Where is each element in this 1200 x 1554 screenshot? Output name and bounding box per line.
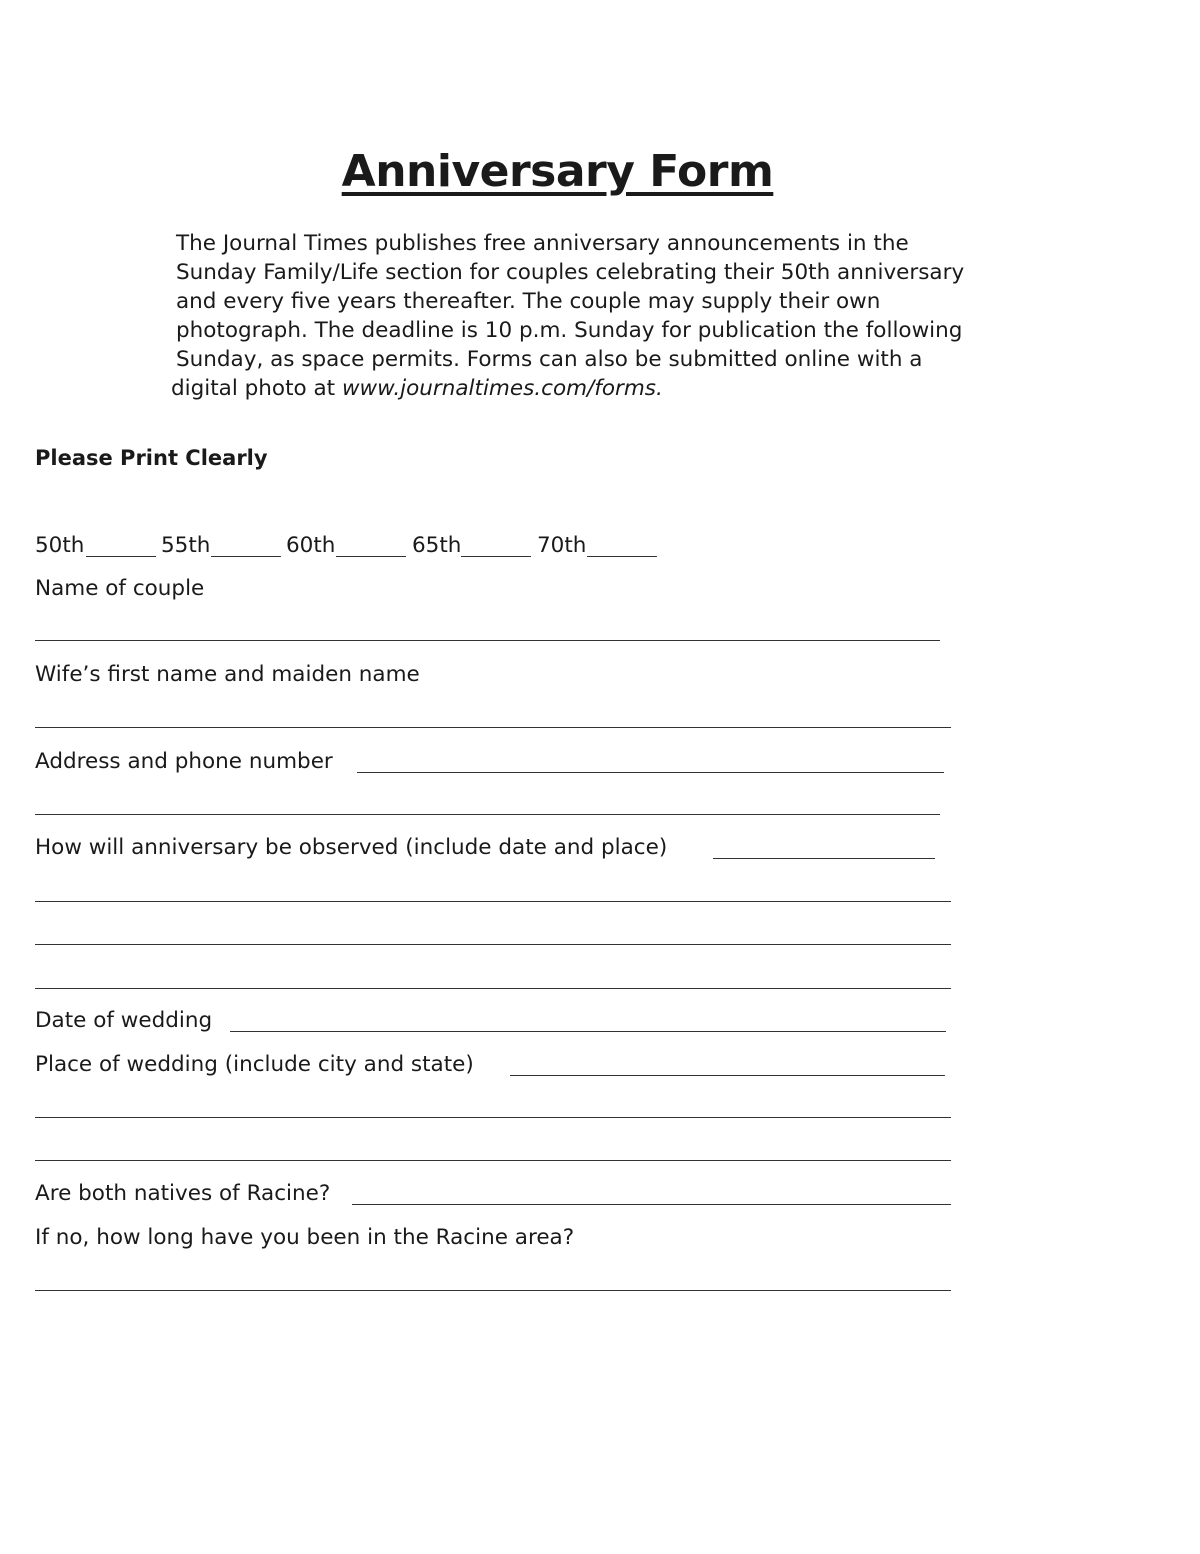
name-of-couple-label: Name of couple (35, 576, 205, 601)
place-of-wedding-line-2[interactable] (35, 1160, 951, 1161)
option-60th-blank[interactable] (336, 556, 406, 557)
form-title: Anniversary Form (341, 146, 774, 197)
intro-line-last (171, 374, 1036, 403)
option-50th-label: 50th (35, 533, 85, 558)
forms-url-link[interactable]: www.journaltimes.com/forms. (341, 376, 663, 401)
wife-name-line[interactable] (35, 727, 951, 728)
place-of-wedding-label: Place of wedding (include city and state) (35, 1052, 474, 1077)
intro-line: photograph. The deadline is 10 p.m. Sunday for publication the following (176, 318, 963, 343)
option-55th-blank[interactable] (211, 556, 281, 557)
option-50th-blank[interactable] (86, 556, 156, 557)
how-long-line[interactable] (35, 1290, 951, 1291)
print-clearly-note: Please Print Clearly (35, 446, 268, 470)
address-phone-label: Address and phone number (35, 749, 333, 774)
observed-line-1[interactable] (35, 901, 951, 902)
option-70th-label: 70th (537, 533, 587, 558)
address-phone-inline-line[interactable] (357, 772, 944, 773)
option-60th-label: 60th (286, 533, 336, 558)
intro-last-text: digital photo at (171, 376, 342, 401)
intro-line: Sunday, as space permits. Forms can also be submitted online with a (176, 347, 923, 372)
observed-label: How will anniversary be observed (include date and place) (35, 835, 668, 860)
name-of-couple-line[interactable] (35, 640, 940, 641)
intro-line: The Journal Times publishes free anniversary announcements in the (176, 231, 909, 256)
place-of-wedding-inline-line[interactable] (510, 1075, 945, 1076)
place-of-wedding-line-1[interactable] (35, 1117, 951, 1118)
option-70th-blank[interactable] (587, 556, 657, 557)
wife-name-label: Wife’s first name and maiden name (35, 662, 420, 687)
observed-inline-line[interactable] (713, 858, 935, 859)
intro-line: Sunday Family/Life section for couples celebrating their 50th anniversary (176, 260, 965, 285)
option-55th-label: 55th (161, 533, 211, 558)
intro-line: and every five years thereafter. The couple may supply their own (176, 289, 881, 314)
natives-line[interactable] (352, 1204, 951, 1205)
how-long-label: If no, how long have you been in the Racine area? (35, 1225, 575, 1250)
option-65th-label: 65th (412, 533, 462, 558)
observed-line-2[interactable] (35, 944, 951, 945)
address-phone-line[interactable] (35, 814, 940, 815)
date-of-wedding-label: Date of wedding (35, 1008, 213, 1033)
natives-label: Are both natives of Racine? (35, 1181, 331, 1206)
observed-line-3[interactable] (35, 988, 951, 989)
date-of-wedding-line[interactable] (230, 1031, 946, 1032)
option-65th-blank[interactable] (461, 556, 531, 557)
intro-paragraph (171, 229, 1036, 403)
